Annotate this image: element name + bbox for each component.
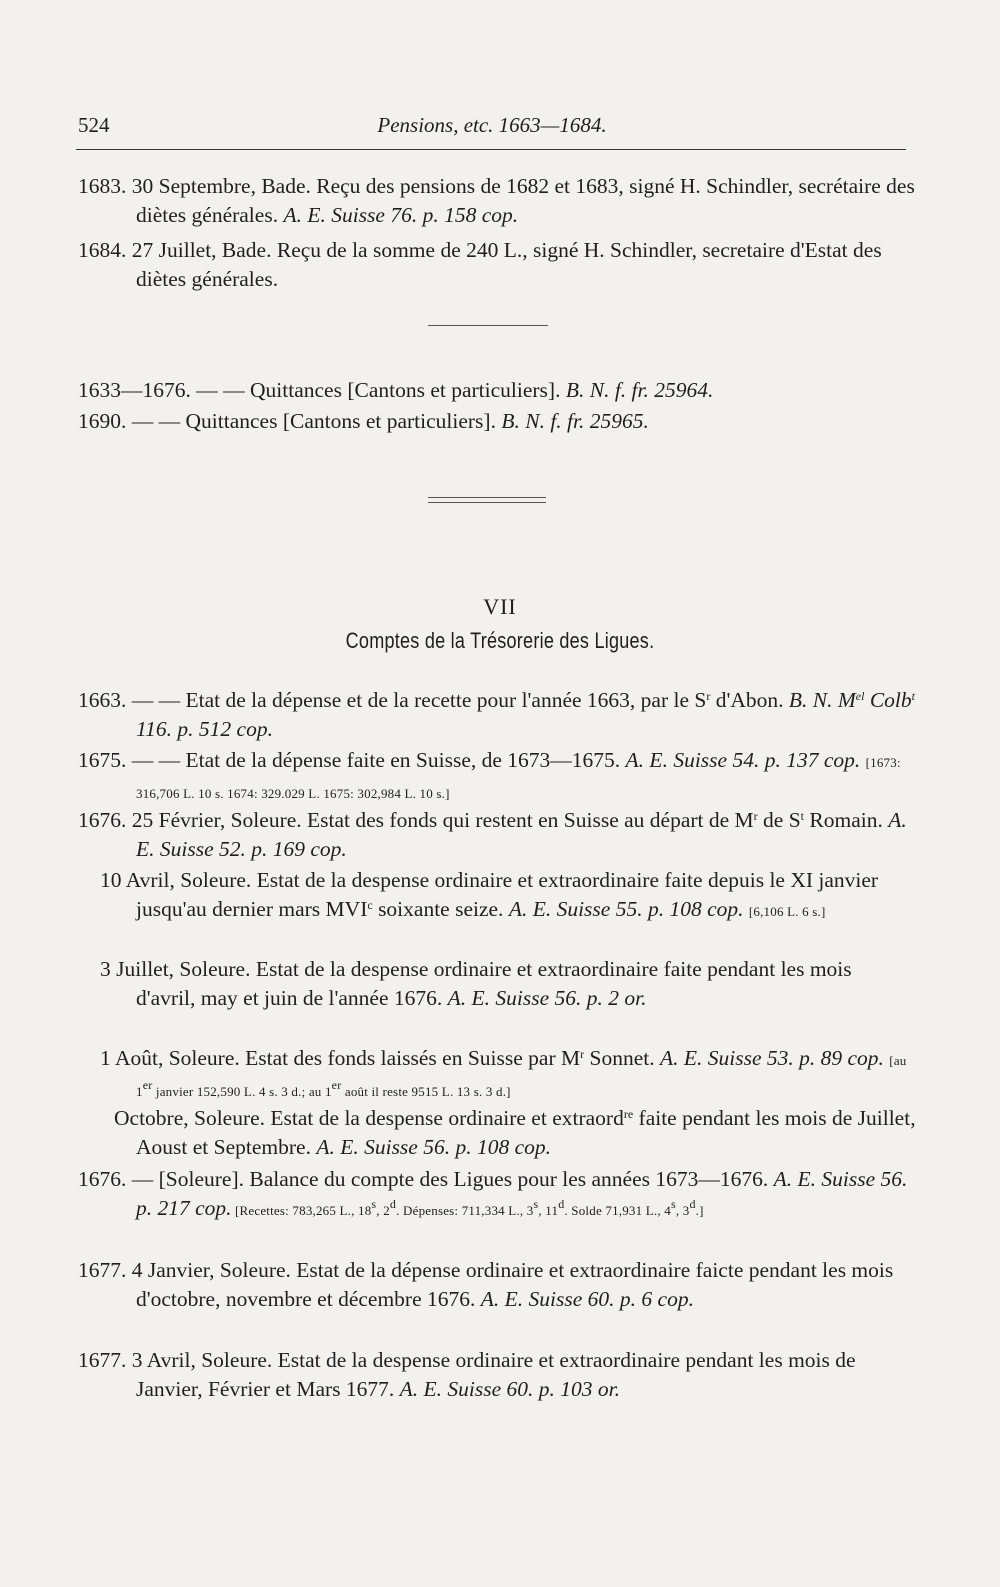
entry-octobre [78,1104,916,1162]
entry-reference: A. E. Suisse 54. p. 137 cop. [625,748,861,772]
entry-1677-janvier [78,1256,916,1314]
entry-reference: A. E. Suisse 60. p. 103 or. [399,1377,621,1401]
superscript: r [580,1047,585,1061]
entry-text: 1683. 30 Septembre, Bade. Reçu des pensions de 1682 et 1683, signé H. Schindler, secrétaire des diètes générales. [78,174,915,227]
entry-text: Sonnet. [584,1046,660,1070]
entry-text: Romain. [804,808,889,832]
header-rule [76,149,906,150]
double-separator-rule [428,497,546,503]
entry-text: 1676. 25 Février, Soleure. Estat des fonds qui restent en Suisse au départ de M [78,808,754,832]
note-part: , 3 [675,1203,690,1218]
superscript: s [533,1197,539,1211]
entry-1-aout [78,1044,916,1106]
entry-text: 1 Août, Soleure. Estat des fonds laissés en Suisse par M [100,1046,581,1070]
entry-1676-balance [78,1165,916,1225]
superscript: d [689,1197,696,1211]
entry-reference: A. E. Suisse 53. p. 89 cop. [659,1046,884,1070]
entry-note: [1673: 316,706 L. 10 s. 1674: 329.029 L. 1675: 302,984 L. 10 s.] [136,755,901,801]
superscript: c [367,898,373,912]
entry-text: 1690. — — Quittances [Cantons et particuliers]. [78,409,502,433]
note-part: . Solde 71,931 L., 4 [564,1203,671,1218]
page-number: 524 [78,113,110,137]
entry-text: 3 Juillet, Soleure. Estat de la despense ordinaire et extraordinaire faite pendant les mois d'avril, may et juin de l'année 1676. [100,957,852,1010]
entry-text: 10 Avril, Soleure. Estat de la despense ordinaire et extraordinaire faite depuis le XI janvier jusqu'au dernier mars MVI [100,868,879,921]
separator-rule [428,325,548,326]
entry-text: soixante seize. [372,897,509,921]
section-title-wrap [0,628,1000,654]
page-header [76,113,908,147]
note-part: , 2 [376,1203,390,1218]
superscript: r [753,809,758,823]
entry-1663 [78,686,916,744]
entry-reference: A. E. Suisse 56. p. 2 or. [447,986,647,1010]
entry-note: [6,106 L. 6 s.] [748,904,826,919]
entry-reference: A. E. Suisse 52. p. 169 cop. [136,808,907,861]
superscript: er [331,1078,342,1092]
note-part: janvier 152,590 L. 4 s. 3 d.; au 1 [152,1084,332,1099]
entry-1683 [78,172,916,230]
superscript: re [623,1107,634,1121]
entry-reference: A. E. Suisse 60. p. 6 cop. [480,1287,694,1311]
entry-1633-1676 [78,376,916,405]
entry-text: faite pendant les mois de Juillet, Aoust et Septembre. [136,1106,916,1159]
entry-10-avril [78,866,916,926]
entry-reference: A. E. Suisse 56. p. 108 cop. [316,1135,552,1159]
entry-1690 [78,407,916,436]
entry-reference: B. N. f. fr. 25965. [501,409,649,433]
entry-text: d'Abon. [710,688,789,712]
entry-text: 1684. 27 Juillet, Bade. Reçu de la somme de 240 L., signé H. Schindler, secretaire d'Estat des diètes générales. [78,238,882,291]
section-title: Comptes de la Trésorerie des Ligues. [345,628,655,653]
ref-part: Colb [864,688,912,712]
entry-1676-fevrier [78,806,916,864]
note-part: , 11 [538,1203,559,1218]
running-title: Pensions, etc. 1663—1684. [377,113,607,137]
entry-1677-avril [78,1346,916,1404]
entry-reference: A. E. Suisse 55. p. 108 cop. [508,897,744,921]
superscript: r [706,689,711,703]
entry-text: de S [757,808,801,832]
superscript: t [800,809,804,823]
ref-part: 116. p. 512 cop. [136,717,273,741]
ref-part: B. N. M [788,688,856,712]
entry-text: 1675. — — Etat de la dépense faite en Suisse, de 1673—1675. [78,748,626,772]
superscript: d [389,1197,397,1211]
superscript: s [670,1197,676,1211]
entry-text: 1677. 3 Avril, Soleure. Estat de la despense ordinaire et extraordinaire pendant les mois de Janvier, Février et Mars 1677. [78,1348,856,1401]
note-part: .] [695,1203,704,1218]
superscript: d [558,1197,565,1211]
entry-text: 1633—1676. — — Quittances [Cantons et particuliers]. [78,378,566,402]
entry-1684 [78,236,916,294]
entry-reference: B. N. f. fr. 25964. [565,378,714,402]
entry-text: Octobre, Soleure. Estat de la despense ordinaire et extraord [114,1106,624,1130]
entry-3-juillet [78,955,916,1013]
note-part: . Dépenses: 711,334 L., 3 [396,1203,534,1218]
entry-text: 1676. — [Soleure]. Balance du compte des Ligues pour les années 1673—1676. [78,1167,774,1191]
entry-reference: A. E. Suisse 56. p. 217 cop. [136,1167,908,1220]
note-part: [au 1 [136,1053,907,1099]
superscript: s [371,1197,377,1211]
superscript: el [855,689,865,703]
note-part: août il reste 9515 L. 13 s. 3 d.] [341,1084,511,1099]
note-part: [Recettes: 783,265 L., 18 [231,1203,372,1218]
section-number: VII [483,594,517,619]
entry-reference: A. E. Suisse 76. p. 158 cop. [283,203,519,227]
superscript: t [911,689,915,703]
entry-text: 1663. — — Etat de la dépense et de la recette pour l'année 1663, par le S [78,688,707,712]
superscript: er [142,1078,153,1092]
entry-text: 1677. 4 Janvier, Soleure. Estat de la dépense ordinaire et extraordinaire faicte pendant les mois d'octobre, novembre et décembre 1676. [78,1258,894,1311]
entry-note [231,1197,704,1218]
entry-1675 [78,746,916,808]
